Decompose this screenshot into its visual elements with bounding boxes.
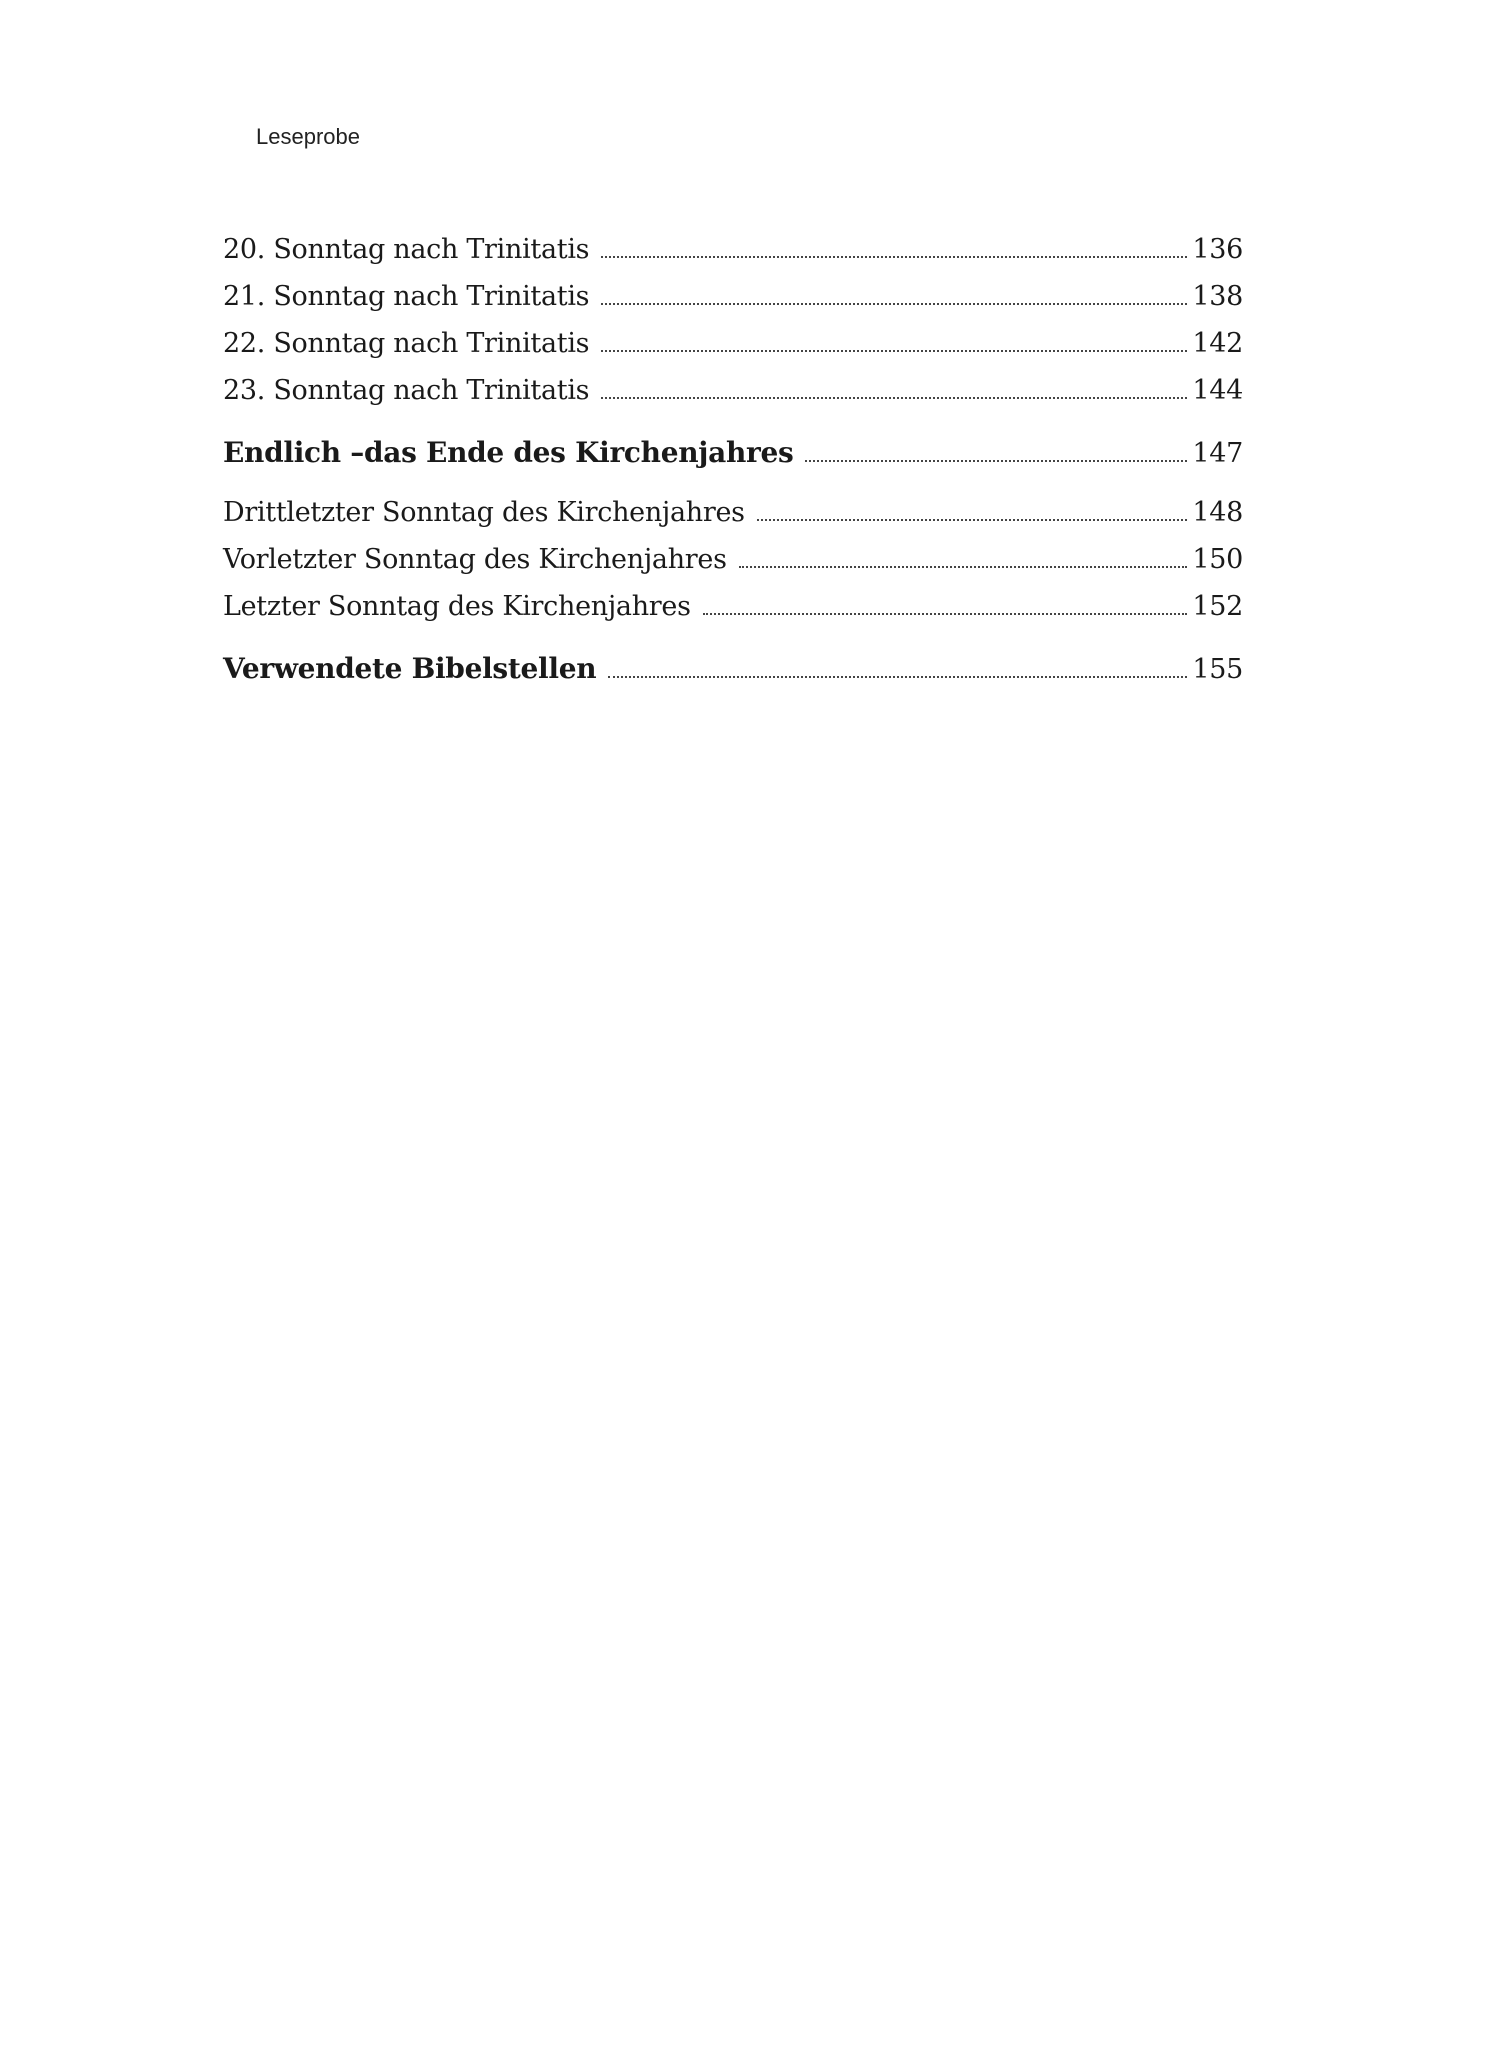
dot-leader [601,256,1187,258]
toc-section-heading [223,652,1243,699]
toc-entry-title: 22. Sonntag nach Trinitatis [223,328,590,359]
toc-entry-page: 142 [1192,328,1243,359]
toc-entry-page: 152 [1192,591,1243,622]
toc-entry [223,591,1243,638]
dot-leader [601,397,1187,399]
toc-entry-title: 21. Sonntag nach Trinitatis [223,281,590,312]
table-of-contents [223,234,1243,699]
toc-entry [223,497,1243,544]
toc-entry-page: 147 [1192,438,1243,469]
dot-leader [608,676,1187,678]
toc-entry [223,544,1243,591]
dot-leader [739,566,1187,568]
toc-entry-title: Vorletzter Sonntag des Kirchenjahres [223,544,727,575]
toc-entry-page: 150 [1192,544,1243,575]
toc-entry-title: Endlich –das Ende des Kirchenjahres [223,436,794,469]
toc-entry-page: 138 [1192,281,1243,312]
toc-entry-title: 20. Sonntag nach Trinitatis [223,234,590,265]
toc-section-heading [223,436,1243,483]
dot-leader [805,460,1187,462]
toc-entry-title: Drittletzter Sonntag des Kirchenjahres [223,497,745,528]
dot-leader [601,303,1187,305]
toc-entry-page: 136 [1192,234,1243,265]
toc-entry-page: 144 [1192,375,1243,406]
toc-entry-page: 148 [1192,497,1243,528]
dot-leader [601,350,1187,352]
dot-leader [757,519,1187,521]
running-header: Leseprobe [256,124,360,149]
toc-entry-title: 23. Sonntag nach Trinitatis [223,375,590,406]
toc-entry-page: 155 [1192,654,1243,685]
toc-entry [223,375,1243,422]
dot-leader [703,613,1187,615]
toc-entry [223,281,1243,328]
toc-entry-title: Letzter Sonntag des Kirchenjahres [223,591,691,622]
toc-entry [223,234,1243,281]
toc-entry [223,328,1243,375]
toc-entry-title: Verwendete Bibelstellen [223,652,597,685]
